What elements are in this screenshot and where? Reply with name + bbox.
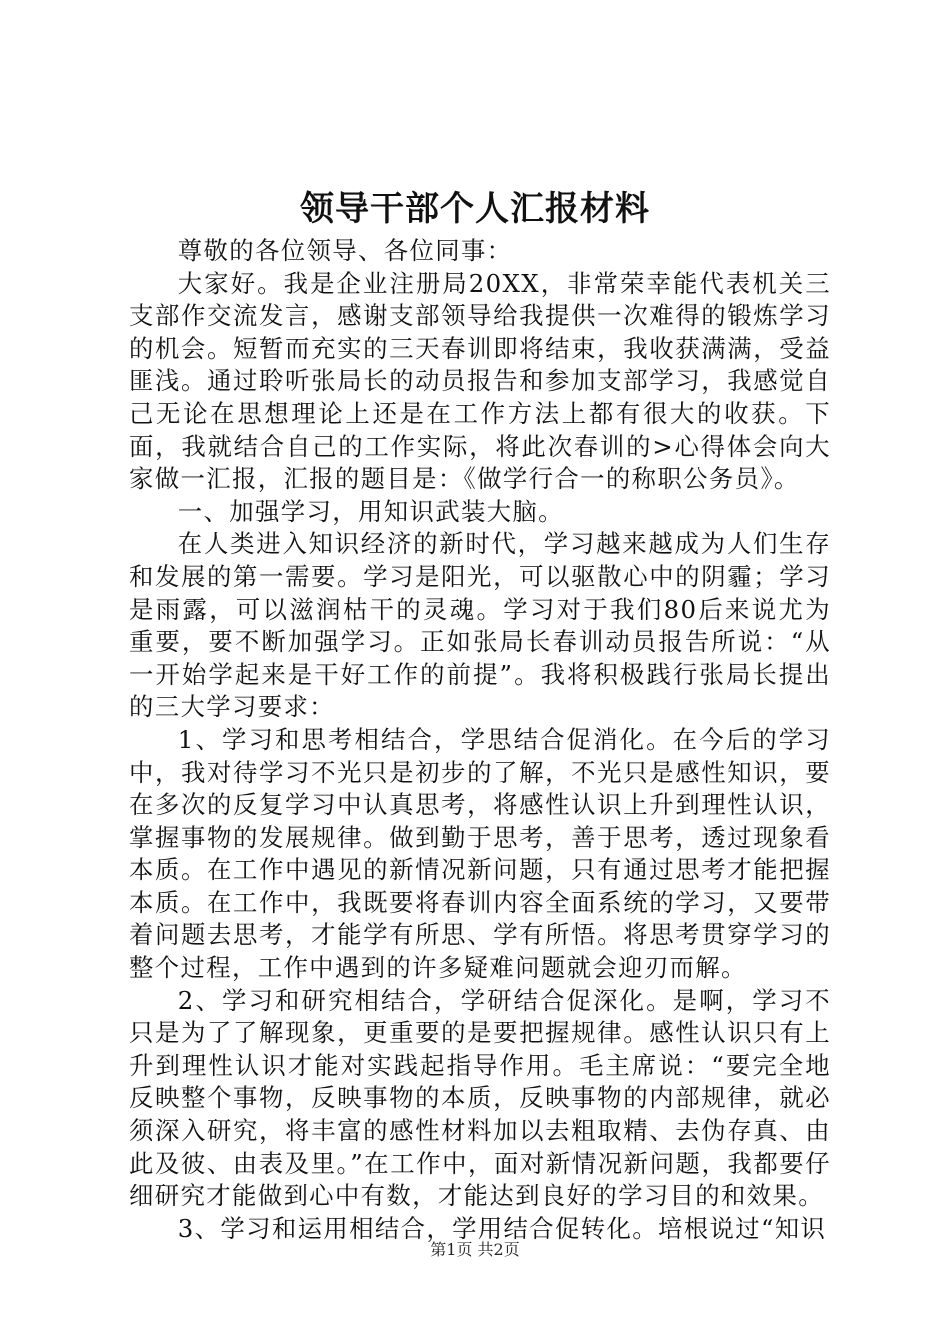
body-paragraph: 1、学习和思考相结合，学思结合促消化。在今后的学习中，我对待学习不光只是初步的了解，不光只是感性知识，要在多次的反复学习中认真思考，将感性认识上升到理性认识，掌握事物的发展规律。做到勤于思考，善于思考，透过现象看本质。在工作中遇见的新情况新问题，只有通过思考才能把握本质。在工作中，我既要将春训内容全面系统的学习，又要带着问题去思考，才能学有所思、学有所悟。将思考贯穿学习的整个过程，工作中遇到的许多疑难问题就会迎刃而解。 <box>129 724 831 983</box>
document-body <box>129 235 831 1245</box>
body-paragraph: 3、学习和运用相结合，学用结合促转化。培根说过“知识 <box>177 1213 827 1243</box>
salutation: 尊敬的各位领导、各位同事： <box>177 236 513 265</box>
page-number: 第1页 共2页 <box>430 1240 520 1259</box>
page-footer <box>0 1238 950 1262</box>
document-title: 领导干部个人汇报材料 <box>300 189 650 229</box>
body-paragraph: 大家好。我是企业注册局20XX，非常荣幸能代表机关三支部作交流发言，感谢支部领导给我提供一次难得的锻炼学习的机会。短暂而充实的三天春训即将结束，我收获满满，受益匪浅。通过聆听张局长的动员报告和参加支部学习，我感觉自己无论在思想理论上还是在工作方法上都有很大的收获。下面，我就结合自己的工作实际，将此次春训的>心得体会向大家做一汇报，汇报的题目是：《做学行合一的称职公务员》。 <box>129 268 831 494</box>
body-paragraph: 2、学习和研究相结合，学研结合促深化。是啊，学习不只是为了了解现象，更重要的是要把握规律。感性认识只有上升到理性认识才能对实践起指导作用。毛主席说：“要完全地反映整个事物，反映事物的本质，反映事物的内部规律，就必须深入研究，将丰富的感性材料加以去粗取精、去伪存真、由此及彼、由表及里。”在工作中，面对新情况新问题，我都要仔细研究才能做到心中有数，才能达到良好的学习目的和效果。 <box>129 985 831 1211</box>
section-heading: 一、加强学习，用知识武装大脑。 <box>177 496 564 526</box>
body-paragraph: 在人类进入知识经济的新时代，学习越来越成为人们生存和发展的第一需要。学习是阳光，可以驱散心中的阴霾；学习是雨露，可以滋润枯干的灵魂。学习对于我们80后来说尤为重要，要不断加强学习。正如张局长春训动员报告所说：“从一开始学起来是干好工作的前提”。我将积极践行张局长提出的三大学习要求： <box>129 529 831 722</box>
